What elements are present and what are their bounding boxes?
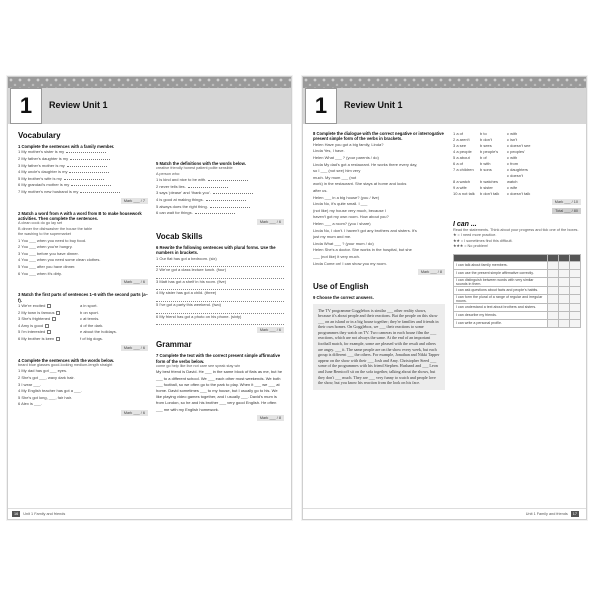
ex1-item[interactable]: 6 My grandad's mother is my xyxy=(18,182,148,189)
rating-checkbox[interactable] xyxy=(548,319,559,327)
choice-row[interactable]: 7 a children b sons c daughters xyxy=(453,167,528,172)
ex4-item[interactable]: 3 I wear ___. xyxy=(18,381,42,387)
match-left-item[interactable]: 1 We're excited xyxy=(18,303,80,310)
mark-box: Mark ___ / 6 xyxy=(257,219,284,225)
dialogue-line: just my mum and me. xyxy=(313,234,352,240)
ex6-item[interactable]: 5 I've got a party this weekend. (two) xyxy=(156,301,222,307)
table-row: I can write a personal profile. xyxy=(454,319,581,327)
word-list: come go help like live not care see speak stay win xyxy=(156,363,241,368)
dialogue-line[interactable]: so I ___ (not see) him very xyxy=(313,168,361,174)
left-column xyxy=(313,131,445,390)
vocabulary-heading: Vocabulary xyxy=(18,131,61,140)
dialogue-line[interactable]: Linda No, it's quite small. I ___ xyxy=(313,201,368,207)
ex6-item[interactable]: 1 Our flat has got a bedroom. (six) xyxy=(156,255,217,261)
match-right-item: a in sport. xyxy=(80,302,98,308)
exercise-5-instruction: 5 Match the definitions with the words below. xyxy=(156,161,246,166)
dialogue-line[interactable]: Linda What ___ ? (your mum / do) xyxy=(313,240,374,246)
footer-text: Unit 1 Family and friends xyxy=(525,512,568,516)
i-can-instruction: Read the statements. Think about your progress and tick one of the boxes. xyxy=(453,228,579,232)
left-page xyxy=(7,76,292,520)
rating-checkbox[interactable] xyxy=(559,311,570,319)
use-of-english-heading: Use of English xyxy=(313,282,369,292)
ex5-item[interactable]: 5 always does the right thing. xyxy=(156,204,284,211)
left-column xyxy=(18,131,148,423)
total-mark-box: Total ___ / 80 xyxy=(552,208,581,214)
match-right-item: e about the holidays. xyxy=(80,329,117,335)
right-column xyxy=(453,131,581,328)
decorative-pattern xyxy=(303,77,586,88)
rating-checkbox[interactable] xyxy=(548,303,559,311)
rating-checkbox[interactable] xyxy=(570,277,581,286)
ex1-item[interactable]: 3 My father's mother is my xyxy=(18,163,148,170)
table-row: I can distinguish between words with very similar sounds in them. xyxy=(454,277,581,286)
dialogue-line[interactable]: much. My mum ___ (not xyxy=(313,174,357,180)
exercise-4-instruction: 4 Complete the sentences with the words below. xyxy=(18,357,115,363)
choice-row[interactable]: 4 a people b people's c peoples' xyxy=(453,149,525,154)
rating-checkbox[interactable] xyxy=(559,319,570,327)
ex2-item[interactable]: 2 You ___ when you're hungry. xyxy=(18,244,73,250)
ex2-item[interactable]: 3 You ___ before you have dinner. xyxy=(18,250,79,256)
exercise-2-instruction: 2 Match a word from A with a word from B to make housework activities. Then complete the sentences. xyxy=(18,210,142,221)
exercise-8-instruction: 8 Complete the dialogue with the correct negative or interrogative present simple form of the verbs in brackets. xyxy=(313,131,444,142)
rating-key: ★ = I need more practice. xyxy=(453,233,497,238)
subheading: A person who: xyxy=(156,171,181,176)
unit-number: 1 xyxy=(10,88,42,124)
rating-checkbox[interactable] xyxy=(559,294,570,303)
rating-checkbox[interactable] xyxy=(559,286,570,294)
rating-checkbox[interactable] xyxy=(570,319,581,327)
choice-row[interactable]: 2 a aren't b don't c isn't xyxy=(453,137,518,142)
ex5-item[interactable]: 3 says 'please' and 'thank you'. xyxy=(156,190,284,197)
grammar-heading: Grammar xyxy=(156,340,192,350)
ex1-item[interactable]: 2 My father's daughter is my xyxy=(18,156,148,163)
mark-box: Mark ___ / 6 xyxy=(121,279,148,285)
ex5-item[interactable]: 6 can wait for things. xyxy=(156,210,284,217)
rating-key: ★★ = I sometimes find this difficult. xyxy=(453,238,513,243)
rating-checkbox[interactable] xyxy=(570,311,581,319)
match-left-item[interactable]: 4 Amy is good xyxy=(18,323,80,330)
reading-passage: The TV programme Gogglebox is similar ___ other reality shows, because it's about people and their reactions. But the people on this show ___ on an island or in a big house together; they're families and friends in their own homes. On Gogglebox, we ___ their reactions to some programmes they watch on TV. Two cameras in each house film the ___ reactions, which are not always the same. At the end of an important football match, for example, some are pleased with the result and others are angry. ___ it. The same people are on the show every week, but each group is different ___ the others. For example, Jonathan and Nikki Tapper appear on the show with their ___ Josh and Amy. Christopher Steed ___ some of the programmes with his friend Stephen. Husband and ___ Leon and June Bernicoff sit on the sofa together, talking about the shows, but they don't ___ much. They are ___ very funny to watch and people love the show, but you know his reaction from the look on his face. xyxy=(313,304,445,390)
ex5-item[interactable]: 2 never tells lies. xyxy=(156,184,284,191)
ex2-item[interactable]: 5 You ___ after you have dinner. xyxy=(18,263,76,269)
decorative-pattern xyxy=(8,77,291,88)
table-row: I can describe my friends. xyxy=(454,311,581,319)
right-page xyxy=(302,76,587,520)
ex1-item[interactable]: 5 My brother's wife is my xyxy=(18,176,148,183)
grammar-text: My best friend is David. He ___ in the same block of flats as me, but he ___ to a different school. We ___ each other most weekends. We both ___ football, so we often go to the park to play. When it ___ we ___ at home. David sometimes ___ to my house, but I usually go to his. We like playing video games together, and I usually ___. David's mum is from London, so he and his brother ___ very good English. He often ___ me with my English homework. xyxy=(156,369,283,412)
dialogue-line[interactable]: ___ (not like) it very much. xyxy=(313,253,360,259)
rating-key: ★★★ = No problem! xyxy=(453,244,489,249)
rating-checkbox[interactable] xyxy=(548,277,559,286)
rating-checkbox[interactable] xyxy=(559,261,570,269)
choice-row[interactable]: 8 a watch b watchesc doesn't watch xyxy=(453,173,523,184)
dialogue-line: Helen She's a doctor. She works in the hospital, but she xyxy=(313,247,412,253)
ex5-item[interactable]: 4 is good at making things. xyxy=(156,197,284,204)
ex5-item[interactable]: 1 is kind and nice to be with. xyxy=(156,177,284,184)
exercise-6-instruction: 6 Rewrite the following sentences with plural forms. Use the numbers in brackets. xyxy=(156,244,276,256)
rating-checkbox[interactable] xyxy=(570,269,581,277)
rating-checkbox[interactable] xyxy=(548,261,559,269)
match-left-item[interactable]: 2 My town is famous xyxy=(18,310,80,317)
ex4-item[interactable]: 6 Alex is ___. xyxy=(18,401,42,407)
ex4-item[interactable]: 1 My dad has got ___ eyes. xyxy=(18,368,68,374)
match-left-item[interactable]: 5 I'm interested xyxy=(18,329,80,336)
dialogue-line: Linda Come on! I can show you my room. xyxy=(313,260,387,266)
match-left-item[interactable]: 6 My brother is keen xyxy=(18,336,80,343)
mark-box: Mark ___ / 8 xyxy=(257,415,284,421)
ex6-item[interactable]: 6 My friend has got a photo on his phone. (sixty) xyxy=(156,313,242,319)
dialogue-line[interactable]: Helen ___ in a big house? (you / live) xyxy=(313,194,380,200)
page-number: 16 xyxy=(14,512,19,516)
ex4-item[interactable]: 2 She's got ___, wavy dark hair. xyxy=(18,374,75,380)
choice-row[interactable]: 9 a wife b sister c wife xyxy=(453,185,518,190)
mark-box: Mark ___ / 6 xyxy=(257,327,284,333)
table-header-row xyxy=(454,254,581,261)
footer-text: Unit 1 Family and friends xyxy=(23,512,66,516)
page-title: Review Unit 1 xyxy=(49,100,108,110)
ex1-item[interactable]: 4 My uncle's daughter is my xyxy=(18,169,148,176)
table-row: I can form the plural of a range of regular and irregular nouns. xyxy=(454,294,581,303)
mark-box: Mark ___ / 6 xyxy=(121,410,148,416)
match-right-item: c at tennis. xyxy=(80,316,100,322)
rating-checkbox[interactable] xyxy=(559,277,570,286)
ex1-item[interactable]: 7 My mother's new husband is my xyxy=(18,189,148,196)
choice-row[interactable]: 1 a of b to c with xyxy=(453,131,518,136)
choice-row[interactable]: 3 a see b sees c doesn't see xyxy=(453,143,531,148)
ex4-item[interactable]: 5 She's got long, ___, fair hair. xyxy=(18,394,72,400)
ex2-item[interactable]: 6 You ___ when it's dirty. xyxy=(18,270,62,276)
ex6-item[interactable]: 2 We've got a class lecture lunch. (four) xyxy=(156,267,227,273)
exercise-7-instruction: 7 Complete the text with the correct present simple affirmative form of the verbs below. xyxy=(156,353,281,364)
word-list-b2: the washing to the supermarket xyxy=(18,232,71,237)
match-right-item: f of big dogs. xyxy=(80,335,103,341)
rating-checkbox[interactable] xyxy=(548,286,559,294)
dialogue-line: Helen Have you got a big family, Linda? xyxy=(313,141,384,147)
ex6-item[interactable]: 4 My sister has got a child. (three) xyxy=(156,290,217,296)
page-footer xyxy=(303,508,586,519)
exercise-9-instruction: 9 Choose the correct answers. xyxy=(313,295,374,301)
table-row: I can talk about family members. xyxy=(454,261,581,269)
dialogue-line: Linda My dad's got a restaurant. He works there every day, xyxy=(313,161,418,167)
page-number: 17 xyxy=(572,512,577,516)
word-list-a: A clean cook do go lay set xyxy=(18,221,63,226)
table-row: I can understand a text about brothers and sisters. xyxy=(454,303,581,311)
dialogue-line: work) in the restaurant. She stays at home and looks xyxy=(313,181,407,187)
dialogue-line: Linda No, I don't. I haven't got any brothers and sisters. It's xyxy=(313,227,417,233)
mark-box: Mark ___ / 7 xyxy=(121,198,148,204)
match-left-item[interactable]: 3 She's frightened xyxy=(18,316,80,323)
word-list: creative friendly honest patient polite sensible xyxy=(156,166,233,171)
page-title: Review Unit 1 xyxy=(344,100,403,110)
ex2-item[interactable]: 4 You ___ when you need some clean clothes. xyxy=(18,257,101,263)
exercise-3-instruction: 3 Match the first parts of sentences 1–6 with the second parts (a–f). xyxy=(18,292,148,303)
ex1-item[interactable]: 1 My mother's sister is my xyxy=(18,149,148,156)
word-list: beard blue glasses good-looking medium-length straight xyxy=(18,362,113,367)
mark-box: Mark ___ / 6 xyxy=(121,345,148,351)
rating-checkbox[interactable] xyxy=(570,303,581,311)
rating-checkbox[interactable] xyxy=(559,269,570,277)
answer-line[interactable] xyxy=(156,320,284,325)
choice-row[interactable]: 10 a not talk b don't talk c doesn't talk xyxy=(453,191,531,196)
rating-checkbox[interactable] xyxy=(570,294,581,303)
dialogue-line: Linda Yes, I have. xyxy=(313,148,345,154)
match-grid xyxy=(18,303,148,343)
choice-row[interactable]: 5 a about b of c with xyxy=(453,155,518,160)
exercise-1-instruction: 1 Complete the sentences with a family member. xyxy=(18,144,115,149)
unit-number: 1 xyxy=(305,88,337,124)
ex6-item[interactable]: 3 Matt has got a shelf in his room. (five) xyxy=(156,278,227,284)
vocab-skills-heading: Vocab Skills xyxy=(156,231,203,241)
self-assessment-table xyxy=(453,254,581,328)
dialogue-line: after us. xyxy=(313,187,328,193)
dialogue-line: (not like) my house very much, because I xyxy=(313,207,386,213)
choice-row[interactable]: 6 a of b with c from xyxy=(453,161,519,166)
dialogue-line[interactable]: Helen ___ a room? (you / share) xyxy=(313,220,371,226)
dialogue-line: haven't got my own room. How about you? xyxy=(313,214,389,220)
ex2-item[interactable]: 1 You ___ when you need to buy food. xyxy=(18,237,87,243)
rating-checkbox[interactable] xyxy=(548,269,559,277)
rating-checkbox[interactable] xyxy=(570,286,581,294)
table-row: I can ask questions about facts and people's habits. xyxy=(454,286,581,294)
word-list-b: B dinner the dishwasher the house the table xyxy=(18,226,93,231)
rating-checkbox[interactable] xyxy=(570,261,581,269)
rating-checkbox[interactable] xyxy=(548,311,559,319)
mark-box: Mark ___ / 8 xyxy=(418,269,445,275)
page-footer xyxy=(8,508,291,519)
right-column xyxy=(156,161,284,428)
rating-checkbox[interactable] xyxy=(559,303,570,311)
dialogue-line[interactable]: Helen What ___ ? (your parents / do) xyxy=(313,155,379,160)
ex4-item[interactable]: 4 My English teacher has got a ___. xyxy=(18,388,82,394)
match-right-item: b on sport. xyxy=(80,309,99,315)
match-right-item: d of the dark. xyxy=(80,322,104,328)
rating-checkbox[interactable] xyxy=(548,294,559,303)
i-can-heading: I can ... xyxy=(453,221,477,228)
table-row: I can use the present simple affirmative correctly. xyxy=(454,269,581,277)
answer-choices xyxy=(453,131,581,197)
mark-box: Mark ___ / 10 xyxy=(552,199,581,205)
